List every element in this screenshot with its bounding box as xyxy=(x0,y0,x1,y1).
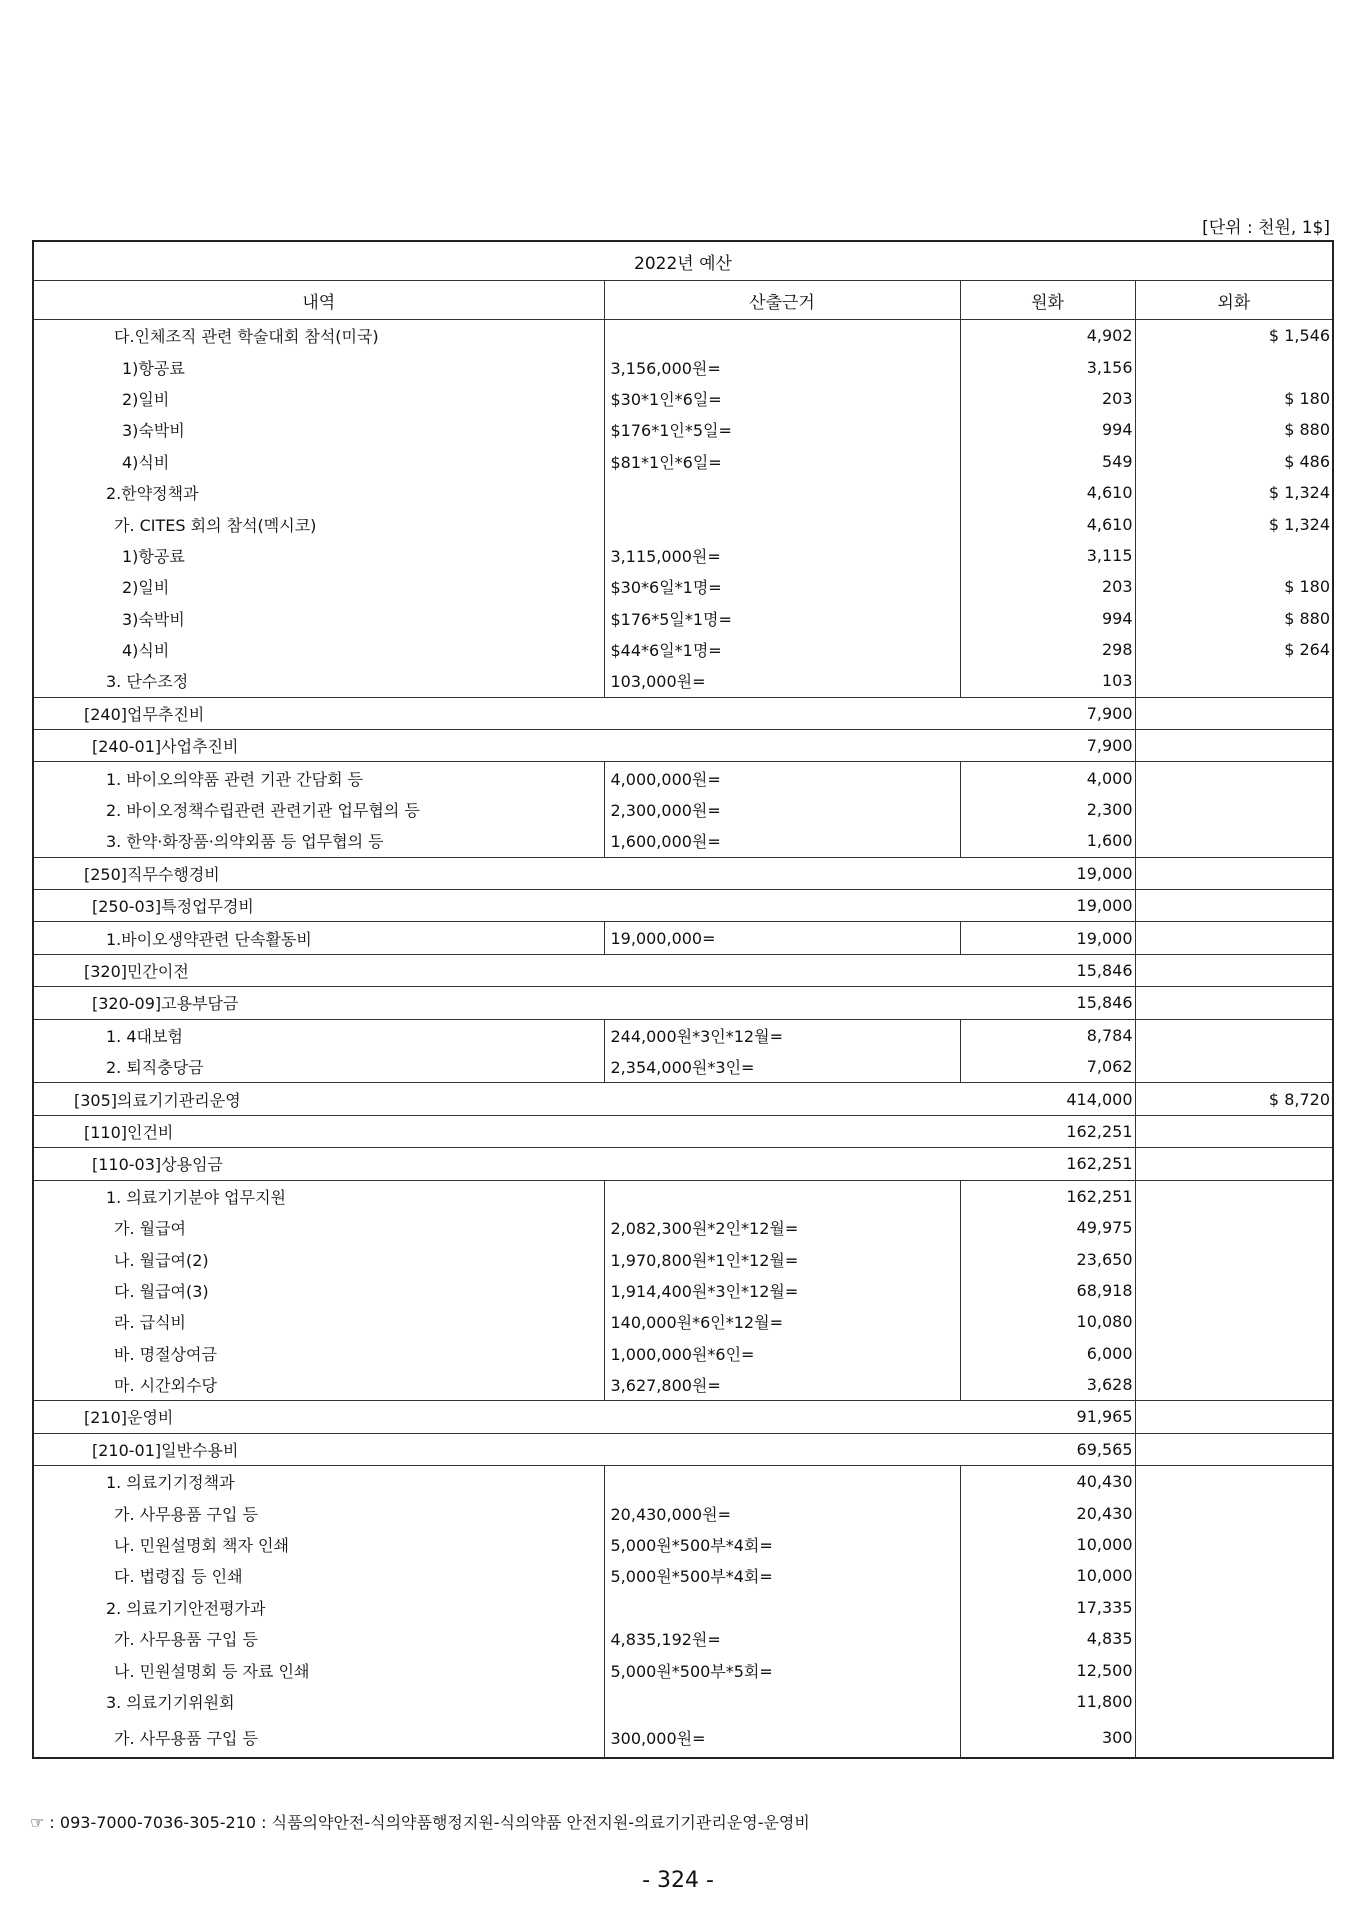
fx-cell: $ 880 xyxy=(1135,414,1333,445)
fx-cell xyxy=(1135,1686,1333,1717)
item-cell: 3)숙박비 xyxy=(33,603,604,634)
krw-cell: 298 xyxy=(960,634,1135,665)
table-row xyxy=(33,1275,1333,1306)
item-cell: 2. 의료기기안전평가과 xyxy=(33,1592,604,1623)
krw-cell: 2,300 xyxy=(960,794,1135,825)
fx-cell xyxy=(1135,825,1333,857)
fx-cell xyxy=(1135,540,1333,571)
item-cell: 4)식비 xyxy=(33,446,604,477)
krw-cell: 7,900 xyxy=(960,697,1135,729)
basis-cell: 5,000원*500부*4회= xyxy=(604,1529,960,1560)
basis-cell: $44*6일*1명= xyxy=(604,634,960,665)
page-number: - 324 - xyxy=(642,1868,714,1893)
fx-cell: $ 1,324 xyxy=(1135,477,1333,508)
item-cell: 가. 월급여 xyxy=(33,1212,604,1243)
fx-cell xyxy=(1135,1592,1333,1623)
basis-cell: 300,000원= xyxy=(604,1717,960,1758)
item-cell: [210-01]일반수용비 xyxy=(33,1433,960,1465)
table-row xyxy=(33,383,1333,414)
basis-cell xyxy=(604,508,960,539)
item-cell: [320]민간이전 xyxy=(33,954,960,986)
item-cell: 2)일비 xyxy=(33,383,604,414)
krw-cell: 4,902 xyxy=(960,320,1135,352)
table-row xyxy=(33,603,1333,634)
item-cell: [305]의료기기관리운영 xyxy=(33,1083,960,1115)
item-cell: 다.인체조직 관련 학술대회 참석(미국) xyxy=(33,320,604,352)
krw-cell: 162,251 xyxy=(960,1148,1135,1180)
krw-cell: 15,846 xyxy=(960,954,1135,986)
item-cell: 1.바이오생약관련 단속활동비 xyxy=(33,922,604,954)
krw-cell: 4,835 xyxy=(960,1623,1135,1654)
table-row xyxy=(33,794,1333,825)
basis-cell xyxy=(604,1592,960,1623)
table-row xyxy=(33,320,1333,352)
item-cell: [210]운영비 xyxy=(33,1401,960,1433)
fx-cell xyxy=(1135,1019,1333,1051)
fx-cell xyxy=(1135,1717,1333,1758)
item-cell: 1. 의료기기분야 업무지원 xyxy=(33,1180,604,1212)
krw-cell: 4,610 xyxy=(960,508,1135,539)
fx-cell xyxy=(1135,1623,1333,1654)
krw-cell: 7,062 xyxy=(960,1051,1135,1083)
item-cell: 1. 4대보험 xyxy=(33,1019,604,1051)
item-cell: [250-03]특정업무경비 xyxy=(33,890,960,922)
fx-cell xyxy=(1135,1148,1333,1180)
table-row xyxy=(33,1654,1333,1685)
table-group-row xyxy=(33,1083,1333,1115)
table-row xyxy=(33,1623,1333,1654)
basis-cell: 3,156,000원= xyxy=(604,351,960,382)
table-row xyxy=(33,825,1333,857)
fx-cell xyxy=(1135,1369,1333,1401)
krw-cell: 994 xyxy=(960,414,1135,445)
krw-cell: 19,000 xyxy=(960,922,1135,954)
fx-cell: $ 880 xyxy=(1135,603,1333,634)
fx-cell xyxy=(1135,697,1333,729)
krw-cell: 3,115 xyxy=(960,540,1135,571)
table-row xyxy=(33,634,1333,665)
basis-cell xyxy=(604,320,960,352)
krw-cell: 23,650 xyxy=(960,1243,1135,1274)
basis-cell: $176*5일*1명= xyxy=(604,603,960,634)
item-cell: 가. CITES 회의 참석(멕시코) xyxy=(33,508,604,539)
table-group-row xyxy=(33,1148,1333,1180)
table-row xyxy=(33,1717,1333,1758)
fx-cell xyxy=(1135,857,1333,889)
fx-cell xyxy=(1135,794,1333,825)
basis-cell: 20,430,000원= xyxy=(604,1497,960,1528)
fx-cell xyxy=(1135,1115,1333,1147)
item-cell: [240-01]사업추진비 xyxy=(33,730,960,762)
fx-cell xyxy=(1135,1051,1333,1083)
table-row xyxy=(33,477,1333,508)
krw-cell: 68,918 xyxy=(960,1275,1135,1306)
item-cell: [110]인건비 xyxy=(33,1115,960,1147)
fx-cell xyxy=(1135,922,1333,954)
table-row xyxy=(33,1306,1333,1337)
item-cell: 3)숙박비 xyxy=(33,414,604,445)
item-cell: 라. 급식비 xyxy=(33,1306,604,1337)
basis-cell xyxy=(604,1466,960,1498)
basis-cell: 1,970,800원*1인*12월= xyxy=(604,1243,960,1274)
basis-cell: 2,082,300원*2인*12월= xyxy=(604,1212,960,1243)
table-group-row xyxy=(33,890,1333,922)
krw-cell: 91,965 xyxy=(960,1401,1135,1433)
basis-cell: 3,115,000원= xyxy=(604,540,960,571)
basis-cell: 244,000원*3인*12월= xyxy=(604,1019,960,1051)
basis-cell: 3,627,800원= xyxy=(604,1369,960,1401)
fx-cell xyxy=(1135,730,1333,762)
table-row xyxy=(33,762,1333,794)
table-group-row xyxy=(33,1433,1333,1465)
item-cell: 1. 의료기기정책과 xyxy=(33,1466,604,1498)
table-row xyxy=(33,1243,1333,1274)
fx-cell: $ 180 xyxy=(1135,571,1333,602)
fx-cell xyxy=(1135,1529,1333,1560)
table-row xyxy=(33,1686,1333,1717)
column-header-krw: 원화 xyxy=(960,281,1135,320)
krw-cell: 19,000 xyxy=(960,857,1135,889)
basis-cell: 1,600,000원= xyxy=(604,825,960,857)
unit-note: [단위 : 천원, 1$] xyxy=(1202,218,1330,238)
fx-cell xyxy=(1135,1338,1333,1369)
table-group-row xyxy=(33,1115,1333,1147)
krw-cell: 20,430 xyxy=(960,1497,1135,1528)
krw-cell: 11,800 xyxy=(960,1686,1135,1717)
item-cell: 마. 시간외수당 xyxy=(33,1369,604,1401)
table-row xyxy=(33,540,1333,571)
fx-cell xyxy=(1135,1560,1333,1591)
fx-cell xyxy=(1135,1243,1333,1274)
basis-cell: 140,000원*6인*12월= xyxy=(604,1306,960,1337)
krw-cell: 40,430 xyxy=(960,1466,1135,1498)
fx-cell xyxy=(1135,351,1333,382)
item-cell: [240]업무추진비 xyxy=(33,697,960,729)
item-cell: 가. 사무용품 구입 등 xyxy=(33,1623,604,1654)
item-cell: 2)일비 xyxy=(33,571,604,602)
fx-cell: $ 180 xyxy=(1135,383,1333,414)
basis-cell: 2,354,000원*3인= xyxy=(604,1051,960,1083)
krw-cell: 10,000 xyxy=(960,1529,1135,1560)
fx-cell xyxy=(1135,1466,1333,1498)
fx-cell xyxy=(1135,987,1333,1019)
basis-cell: 2,300,000원= xyxy=(604,794,960,825)
table-body xyxy=(33,320,1333,1759)
krw-cell: 103 xyxy=(960,665,1135,697)
table-group-row xyxy=(33,730,1333,762)
column-header-item: 내역 xyxy=(33,281,604,320)
fx-cell: $ 8,720 xyxy=(1135,1083,1333,1115)
table-group-row xyxy=(33,697,1333,729)
basis-cell: $176*1인*5일= xyxy=(604,414,960,445)
item-cell: [110-03]상용임금 xyxy=(33,1148,960,1180)
table-row xyxy=(33,1051,1333,1083)
fx-cell xyxy=(1135,1401,1333,1433)
table-row xyxy=(33,1180,1333,1212)
krw-cell: 17,335 xyxy=(960,1592,1135,1623)
table-group-row xyxy=(33,1401,1333,1433)
fx-cell xyxy=(1135,954,1333,986)
basis-cell: 19,000,000= xyxy=(604,922,960,954)
table-row xyxy=(33,446,1333,477)
table-row xyxy=(33,1466,1333,1498)
fx-cell xyxy=(1135,665,1333,697)
item-cell: [320-09]고용부담금 xyxy=(33,987,960,1019)
krw-cell: 4,610 xyxy=(960,477,1135,508)
item-cell: 4)식비 xyxy=(33,634,604,665)
fx-cell: $ 1,546 xyxy=(1135,320,1333,352)
table-group-row xyxy=(33,857,1333,889)
krw-cell: 15,846 xyxy=(960,987,1135,1019)
table-group-row xyxy=(33,987,1333,1019)
table-row xyxy=(33,922,1333,954)
krw-cell: 3,628 xyxy=(960,1369,1135,1401)
footnote: ☞ : 093-7000-7036-305-210 : 식품의약안전-식의약품행정지원-식의약품 안전지원-의료기기관리운영-운영비 xyxy=(30,1813,810,1832)
fx-cell: $ 1,324 xyxy=(1135,508,1333,539)
fx-cell xyxy=(1135,1306,1333,1337)
table-row xyxy=(33,351,1333,382)
fx-cell xyxy=(1135,1497,1333,1528)
fx-cell: $ 264 xyxy=(1135,634,1333,665)
table-row xyxy=(33,1497,1333,1528)
item-cell: 2.한약정책과 xyxy=(33,477,604,508)
fx-cell: $ 486 xyxy=(1135,446,1333,477)
table-row xyxy=(33,414,1333,445)
basis-cell: $30*6일*1명= xyxy=(604,571,960,602)
table-row xyxy=(33,1369,1333,1401)
item-cell: 나. 월급여(2) xyxy=(33,1243,604,1274)
item-cell: 3. 한약·화장품·의약외품 등 업무협의 등 xyxy=(33,825,604,857)
item-cell: 다. 월급여(3) xyxy=(33,1275,604,1306)
fx-cell xyxy=(1135,762,1333,794)
table-row xyxy=(33,571,1333,602)
item-cell: 바. 명절상여금 xyxy=(33,1338,604,1369)
basis-cell xyxy=(604,477,960,508)
krw-cell: 6,000 xyxy=(960,1338,1135,1369)
column-header-fx: 외화 xyxy=(1135,281,1333,320)
table-row xyxy=(33,665,1333,697)
basis-cell xyxy=(604,1686,960,1717)
item-cell: 나. 민원설명회 책자 인쇄 xyxy=(33,1529,604,1560)
krw-cell: 10,000 xyxy=(960,1560,1135,1591)
krw-cell: 8,784 xyxy=(960,1019,1135,1051)
krw-cell: 162,251 xyxy=(960,1180,1135,1212)
table-row xyxy=(33,1212,1333,1243)
year-title: 2022년 예산 xyxy=(33,241,1333,281)
item-cell: [250]직무수행경비 xyxy=(33,857,960,889)
basis-cell: 4,835,192원= xyxy=(604,1623,960,1654)
krw-cell: 4,000 xyxy=(960,762,1135,794)
fx-cell xyxy=(1135,1212,1333,1243)
basis-cell: 103,000원= xyxy=(604,665,960,697)
krw-cell: 10,080 xyxy=(960,1306,1135,1337)
item-cell: 가. 사무용품 구입 등 xyxy=(33,1717,604,1758)
item-cell: 1)항공료 xyxy=(33,351,604,382)
fx-cell xyxy=(1135,1275,1333,1306)
fx-cell xyxy=(1135,1433,1333,1465)
budget-table xyxy=(32,240,1334,1759)
item-cell: 1)항공료 xyxy=(33,540,604,571)
krw-cell: 414,000 xyxy=(960,1083,1135,1115)
item-cell: 2. 퇴직충당금 xyxy=(33,1051,604,1083)
table-row xyxy=(33,508,1333,539)
item-cell: 3. 단수조정 xyxy=(33,665,604,697)
table-row xyxy=(33,1529,1333,1560)
basis-cell: $30*1인*6일= xyxy=(604,383,960,414)
krw-cell: 1,600 xyxy=(960,825,1135,857)
fx-cell xyxy=(1135,1654,1333,1685)
basis-cell: 5,000원*500부*5회= xyxy=(604,1654,960,1685)
krw-cell: 12,500 xyxy=(960,1654,1135,1685)
table-row xyxy=(33,1560,1333,1591)
item-cell: 2. 바이오정책수립관련 관련기관 업무협의 등 xyxy=(33,794,604,825)
krw-cell: 19,000 xyxy=(960,890,1135,922)
item-cell: 나. 민원설명회 등 자료 인쇄 xyxy=(33,1654,604,1685)
basis-cell: 1,914,400원*3인*12월= xyxy=(604,1275,960,1306)
item-cell: 3. 의료기기위원회 xyxy=(33,1686,604,1717)
fx-cell xyxy=(1135,890,1333,922)
krw-cell: 549 xyxy=(960,446,1135,477)
krw-cell: 3,156 xyxy=(960,351,1135,382)
table-row xyxy=(33,1592,1333,1623)
basis-cell: 4,000,000원= xyxy=(604,762,960,794)
krw-cell: 300 xyxy=(960,1717,1135,1758)
basis-cell: $81*1인*6일= xyxy=(604,446,960,477)
fx-cell xyxy=(1135,1180,1333,1212)
item-cell: 가. 사무용품 구입 등 xyxy=(33,1497,604,1528)
krw-cell: 7,900 xyxy=(960,730,1135,762)
table-row xyxy=(33,1338,1333,1369)
krw-cell: 69,565 xyxy=(960,1433,1135,1465)
basis-cell xyxy=(604,1180,960,1212)
item-cell: 다. 법령집 등 인쇄 xyxy=(33,1560,604,1591)
krw-cell: 162,251 xyxy=(960,1115,1135,1147)
item-cell: 1. 바이오의약품 관련 기관 간담회 등 xyxy=(33,762,604,794)
basis-cell: 5,000원*500부*4회= xyxy=(604,1560,960,1591)
krw-cell: 203 xyxy=(960,571,1135,602)
table-group-row xyxy=(33,954,1333,986)
column-header-basis: 산출근거 xyxy=(604,281,960,320)
krw-cell: 203 xyxy=(960,383,1135,414)
table-row xyxy=(33,1019,1333,1051)
krw-cell: 49,975 xyxy=(960,1212,1135,1243)
basis-cell: 1,000,000원*6인= xyxy=(604,1338,960,1369)
krw-cell: 994 xyxy=(960,603,1135,634)
